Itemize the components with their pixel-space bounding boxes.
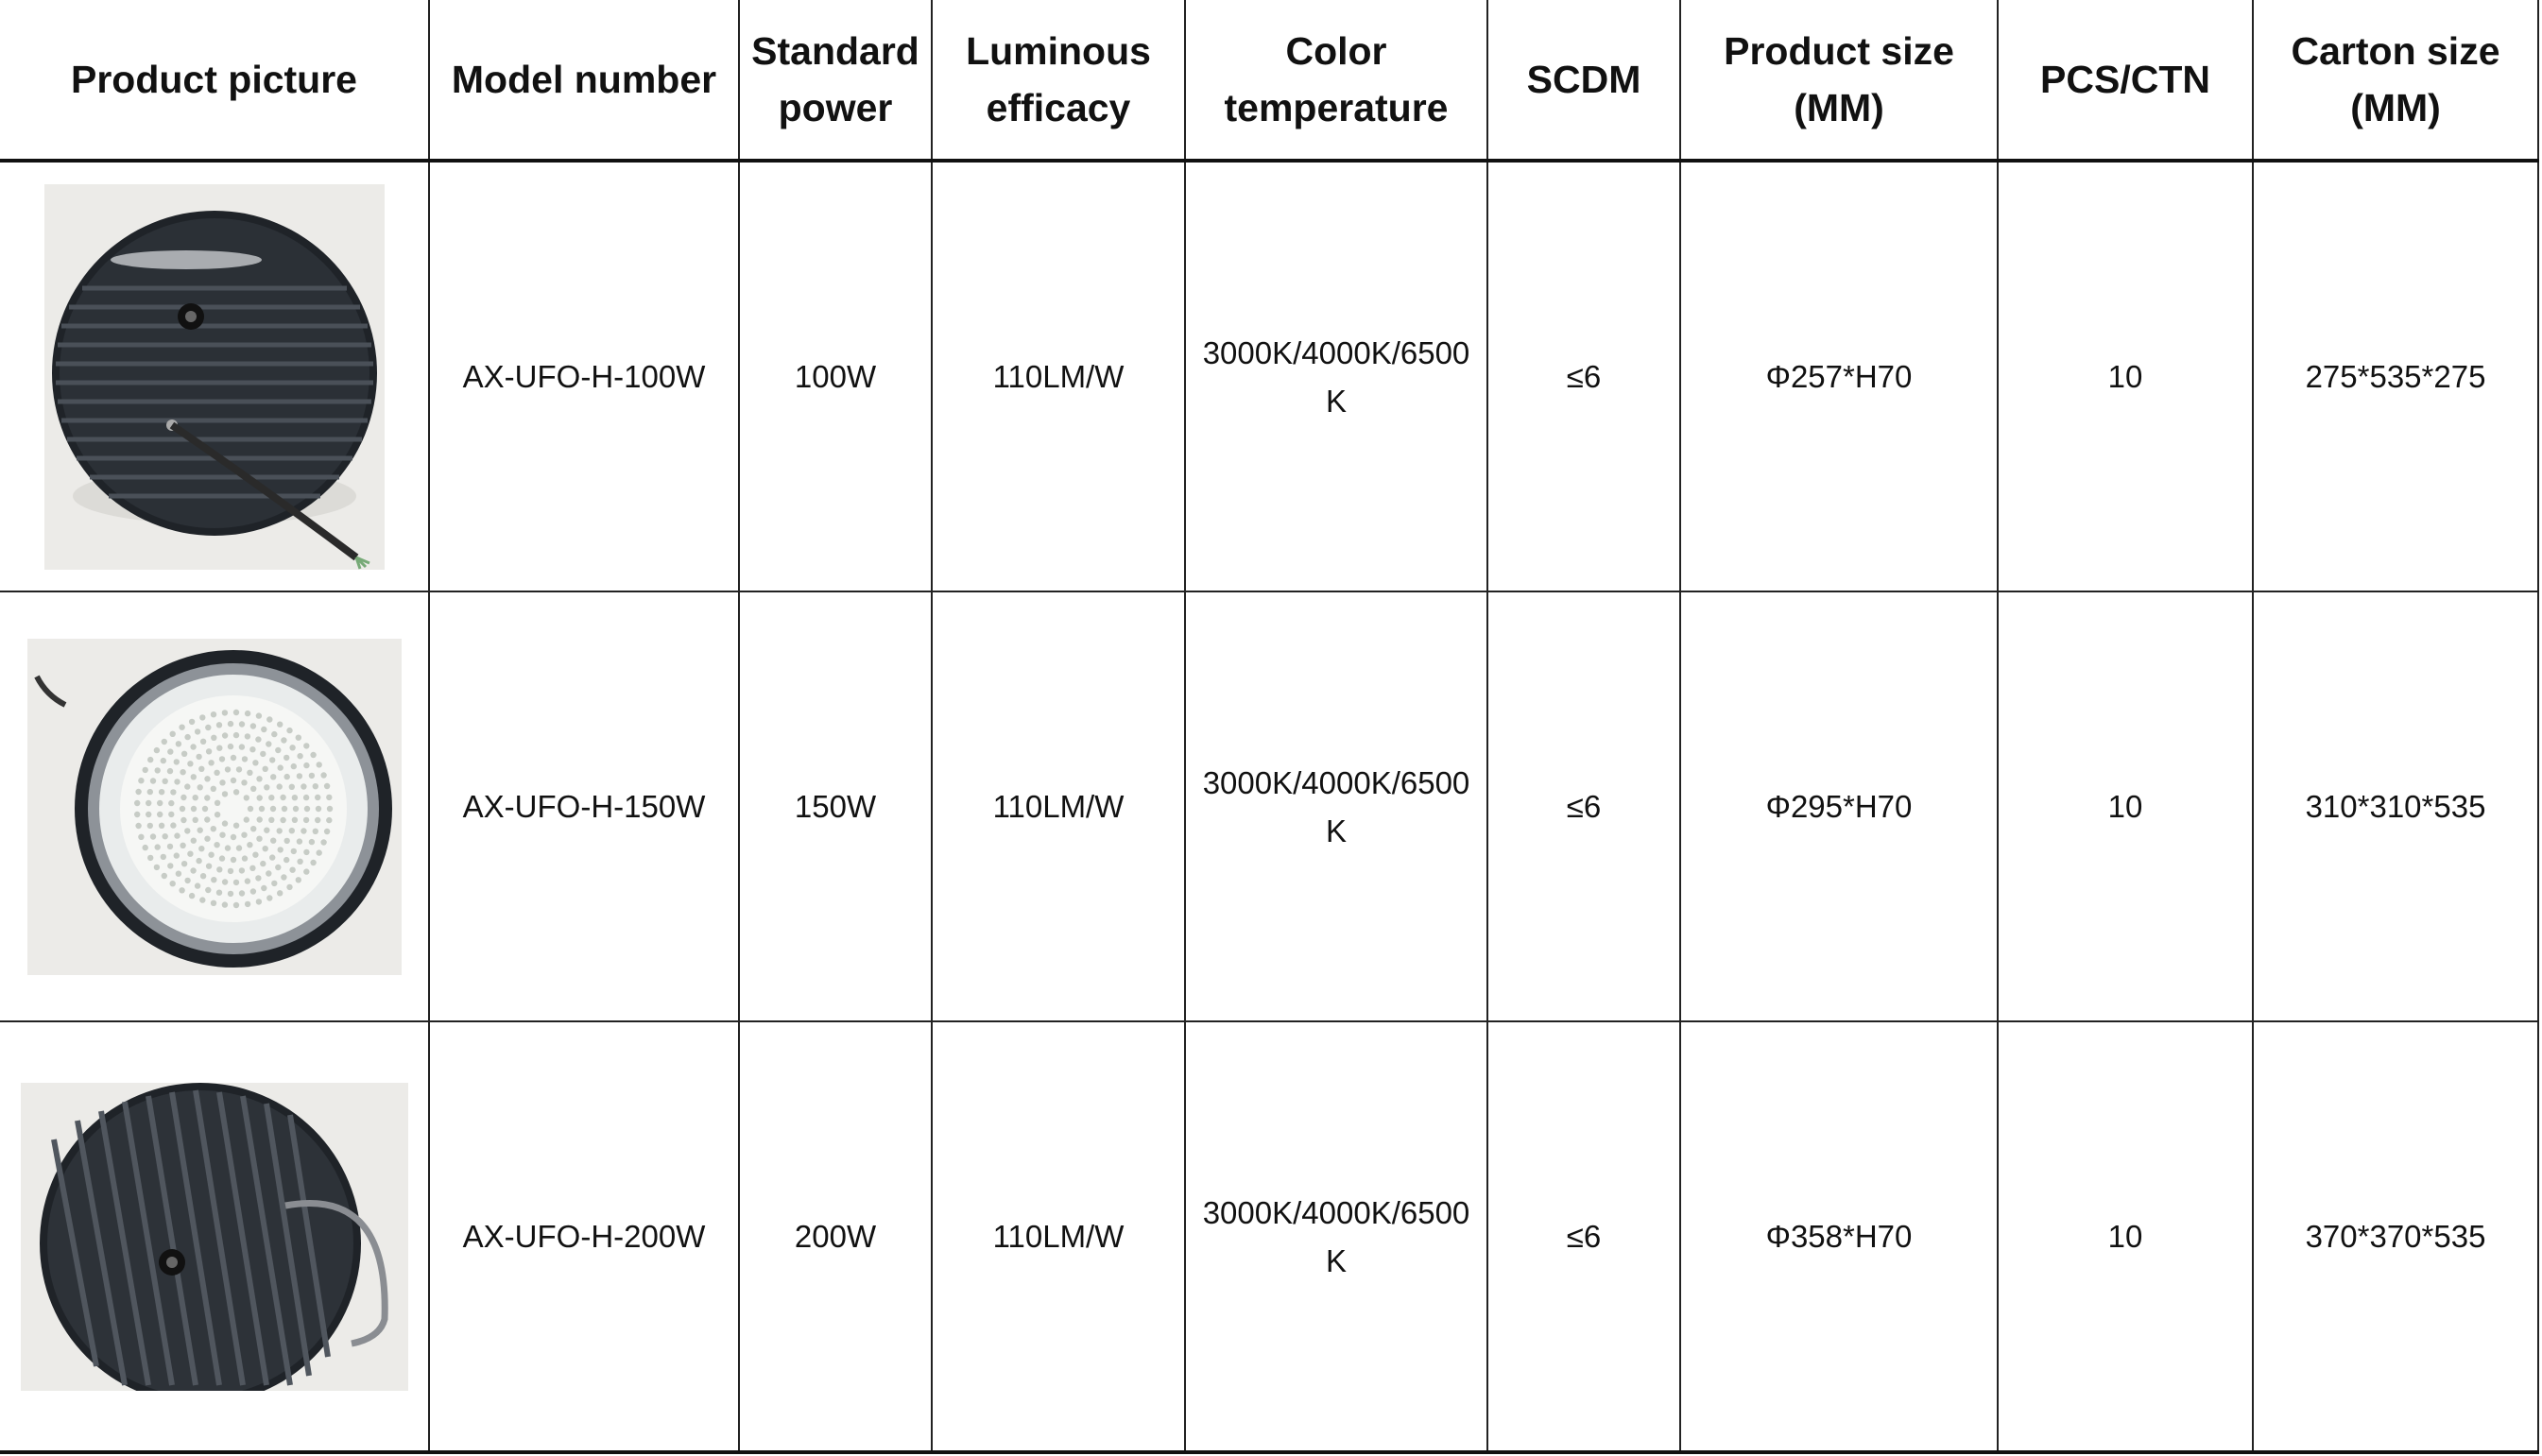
ufo-highbay-light-back-photo <box>44 184 385 570</box>
product-size: Φ358*H70 <box>1680 1021 1998 1452</box>
standard-power: 150W <box>739 591 932 1021</box>
pcs-per-carton: 10 <box>1998 591 2253 1021</box>
header-standard-power: Standard power <box>739 0 932 161</box>
carton-size: 310*310*535 <box>2253 591 2538 1021</box>
header-scdm: SCDM <box>1487 0 1680 161</box>
table-row <box>0 1021 2538 1452</box>
header-model-number: Model number <box>429 0 739 161</box>
pcs-per-carton: 10 <box>1998 1021 2253 1452</box>
header-color-temperature: Color temperature <box>1185 0 1487 161</box>
header-pcs-ctn: PCS/CTN <box>1998 0 2253 161</box>
header-row <box>0 0 2538 161</box>
carton-size: 275*535*275 <box>2253 161 2538 591</box>
table-row <box>0 161 2538 591</box>
product-picture-cell <box>0 1021 429 1452</box>
carton-size: 370*370*535 <box>2253 1021 2538 1452</box>
model-number: AX-UFO-H-100W <box>429 161 739 591</box>
scdm-value: ≤6 <box>1487 1021 1680 1452</box>
color-temperature: 3000K/4000K/6500 K <box>1185 1021 1487 1452</box>
header-product-size: Product size (MM) <box>1680 0 1998 161</box>
ufo-highbay-light-front-led-photo <box>27 639 402 975</box>
ufo-highbay-light-back-photo <box>21 1083 408 1391</box>
luminous-efficacy: 110LM/W <box>932 1021 1185 1452</box>
standard-power: 200W <box>739 1021 932 1452</box>
model-number: AX-UFO-H-200W <box>429 1021 739 1452</box>
table-row <box>0 591 2538 1021</box>
model-number: AX-UFO-H-150W <box>429 591 739 1021</box>
product-picture-cell <box>0 161 429 591</box>
color-temperature: 3000K/4000K/6500 K <box>1185 591 1487 1021</box>
header-carton-size: Carton size (MM) <box>2253 0 2538 161</box>
header-product-picture: Product picture <box>0 0 429 161</box>
color-temperature: 3000K/4000K/6500 K <box>1185 161 1487 591</box>
luminous-efficacy: 110LM/W <box>932 591 1185 1021</box>
header-luminous-efficacy: Luminous efficacy <box>932 0 1185 161</box>
product-picture-cell <box>0 591 429 1021</box>
pcs-per-carton: 10 <box>1998 161 2253 591</box>
scdm-value: ≤6 <box>1487 161 1680 591</box>
luminous-efficacy: 110LM/W <box>932 161 1185 591</box>
product-size: Φ257*H70 <box>1680 161 1998 591</box>
scdm-value: ≤6 <box>1487 591 1680 1021</box>
product-size: Φ295*H70 <box>1680 591 1998 1021</box>
standard-power: 100W <box>739 161 932 591</box>
